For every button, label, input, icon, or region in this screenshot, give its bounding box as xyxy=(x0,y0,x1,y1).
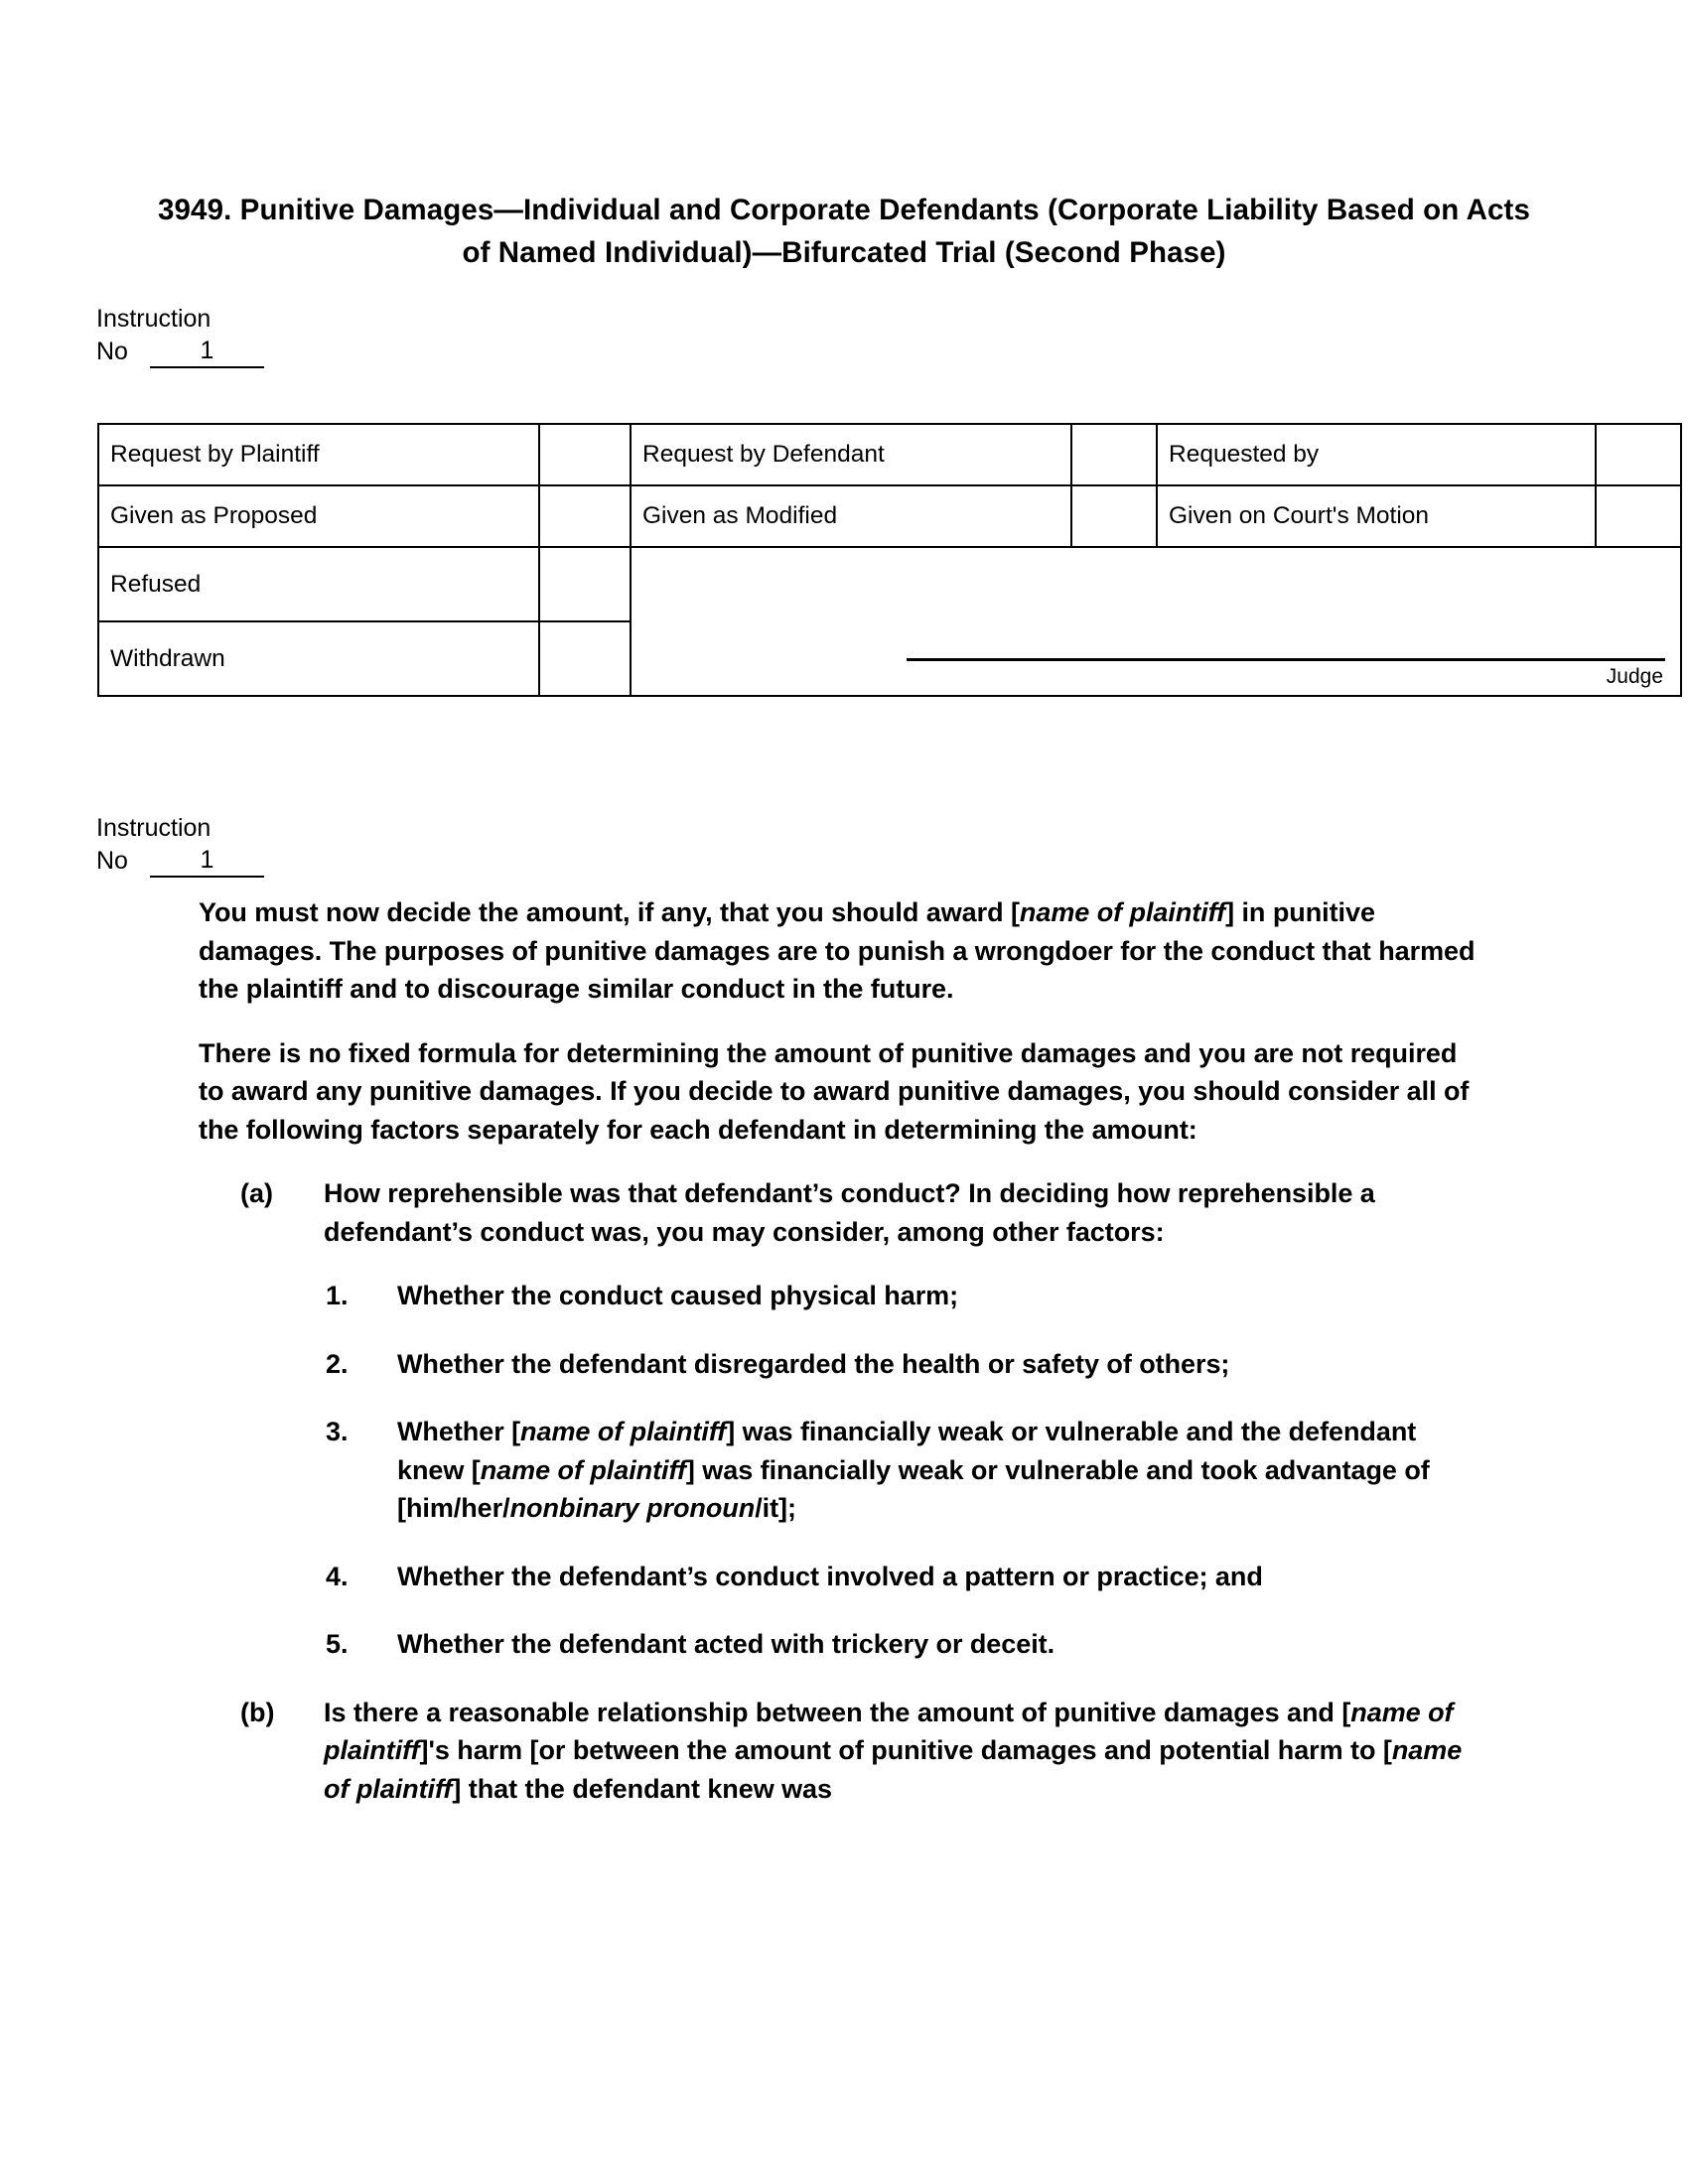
placeholder-nonbinary-pronoun: nonbinary pronoun xyxy=(509,1493,756,1523)
list-marker-b: (b) xyxy=(240,1697,275,1727)
checkbox-request-by-defendant[interactable] xyxy=(1071,424,1157,485)
checkbox-withdrawn[interactable] xyxy=(539,621,631,696)
para1-seg2: ] in punitive damages. The purposes of punitive damages are to punish a wrongdoer for the conduct that harmed the plaintiff and to discourage similar conduct in the future. xyxy=(199,897,1476,1004)
item3-seg1: Whether [ xyxy=(397,1417,521,1446)
table-row xyxy=(98,424,1681,485)
list-marker-5: 5. xyxy=(326,1629,349,1659)
list-item xyxy=(199,1345,1489,1384)
instruction-body xyxy=(199,893,1489,1834)
list-item-a xyxy=(199,1174,1489,1251)
cell-request-by-defendant: Request by Defendant xyxy=(631,424,1071,485)
table-row xyxy=(98,485,1681,547)
instruction-no-value-body[interactable]: 1 xyxy=(150,845,264,878)
list-item xyxy=(199,1277,1489,1315)
disposition-table xyxy=(97,423,1682,697)
page-title: 3949. Punitive Damages—Individual and Corporate Defendants (Corporate Liability Based on Acts of Named Individual)—Bifurcated Trial (Second Phase) xyxy=(158,194,1530,269)
instruction-word-body: Instruction xyxy=(96,814,211,842)
sub-factor-list xyxy=(199,1277,1489,1664)
itemb-seg3: ] that the defendant knew was xyxy=(452,1773,832,1804)
instruction-number-header-top xyxy=(96,303,264,368)
item3-seg3: ] was financially weak or vulnerable and took advantage of [him/her/ xyxy=(397,1454,1430,1523)
itemb-seg1: Is there a reasonable relationship between the amount of punitive damages and [ xyxy=(324,1697,1351,1727)
list-item xyxy=(199,1625,1489,1664)
cell-given-as-proposed: Given as Proposed xyxy=(98,485,539,547)
list-item xyxy=(199,1558,1489,1596)
itemb-seg2: ]'s harm [or between the amount of punitive damages and potential harm to [ xyxy=(419,1735,1392,1765)
judge-signature-cell xyxy=(631,547,1681,696)
item3-seg4: /it]; xyxy=(755,1493,796,1523)
list-marker-1: 1. xyxy=(326,1281,349,1310)
item3-seg2: ] was financially weak or vulnerable and the defendant knew [ xyxy=(397,1417,1417,1485)
placeholder-name-of-plaintiff: name of plaintiff xyxy=(1019,897,1226,927)
list-marker-4: 4. xyxy=(326,1561,349,1591)
instruction-no-line-body xyxy=(96,845,264,878)
placeholder-name-of-plaintiff: name of plaintiff xyxy=(480,1454,686,1485)
instruction-no-label-body: No xyxy=(96,847,128,875)
cell-refused: Refused xyxy=(98,547,539,621)
table-row xyxy=(98,547,1681,621)
list-text-4: Whether the defendant’s conduct involved a pattern or practice; and xyxy=(397,1561,1263,1591)
list-marker-a: (a) xyxy=(240,1178,273,1208)
checkbox-requested-by[interactable] xyxy=(1596,424,1681,485)
instruction-word-top: Instruction xyxy=(96,305,211,333)
list-item xyxy=(199,1413,1489,1528)
judge-signature-line[interactable] xyxy=(907,658,1665,661)
placeholder-name-of-plaintiff: name of plaintiff xyxy=(324,1697,1454,1765)
instruction-number-header-body xyxy=(96,812,264,878)
paragraph-no-fixed-formula: There is no fixed formula for determining the amount of punitive damages and you are not required to award any punitive damages. If you decide to award punitive damages, you should consider all of the following factors separately for each defendant in determining the amount: xyxy=(199,1037,1470,1145)
list-text-1: Whether the conduct caused physical harm; xyxy=(397,1281,959,1310)
list-marker-2: 2. xyxy=(326,1348,349,1379)
checkbox-given-as-proposed[interactable] xyxy=(539,485,631,547)
list-text-2: Whether the defendant disregarded the health or safety of others; xyxy=(397,1348,1230,1379)
checkbox-given-as-modified[interactable] xyxy=(1071,485,1157,547)
list-item-b xyxy=(199,1694,1489,1809)
cell-given-as-modified: Given as Modified xyxy=(631,485,1071,547)
placeholder-name-of-plaintiff: name of plaintiff xyxy=(324,1735,1463,1804)
instruction-no-value-top[interactable]: 1 xyxy=(150,336,264,368)
instruction-no-label-top: No xyxy=(96,338,128,365)
list-text-a: How reprehensible was that defendant’s conduct? In deciding how reprehensible a defendant’s conduct was, you may consider, among other factors: xyxy=(324,1178,1375,1247)
judge-signature-area xyxy=(642,548,1669,695)
checkbox-request-by-plaintiff[interactable] xyxy=(539,424,631,485)
list-text-3 xyxy=(397,1413,1489,1528)
paragraph-award-amount xyxy=(199,893,1489,1009)
list-text-5: Whether the defendant acted with trickery or deceit. xyxy=(397,1629,1055,1659)
para1-seg1: You must now decide the amount, if any, that you should award [ xyxy=(199,897,1020,927)
list-text-b xyxy=(324,1694,1489,1809)
cell-given-on-courts-motion: Given on Court's Motion xyxy=(1157,485,1596,547)
checkbox-given-on-courts-motion[interactable] xyxy=(1596,485,1681,547)
placeholder-name-of-plaintiff: name of plaintiff xyxy=(520,1417,727,1446)
list-marker-3: 3. xyxy=(326,1417,349,1446)
instruction-no-line-top xyxy=(96,336,264,368)
cell-requested-by: Requested by xyxy=(1157,424,1596,485)
judge-signature-caption: Judge xyxy=(1606,665,1663,688)
checkbox-refused[interactable] xyxy=(539,547,631,621)
cell-withdrawn: Withdrawn xyxy=(98,621,539,696)
cell-request-by-plaintiff: Request by Plaintiff xyxy=(98,424,539,485)
